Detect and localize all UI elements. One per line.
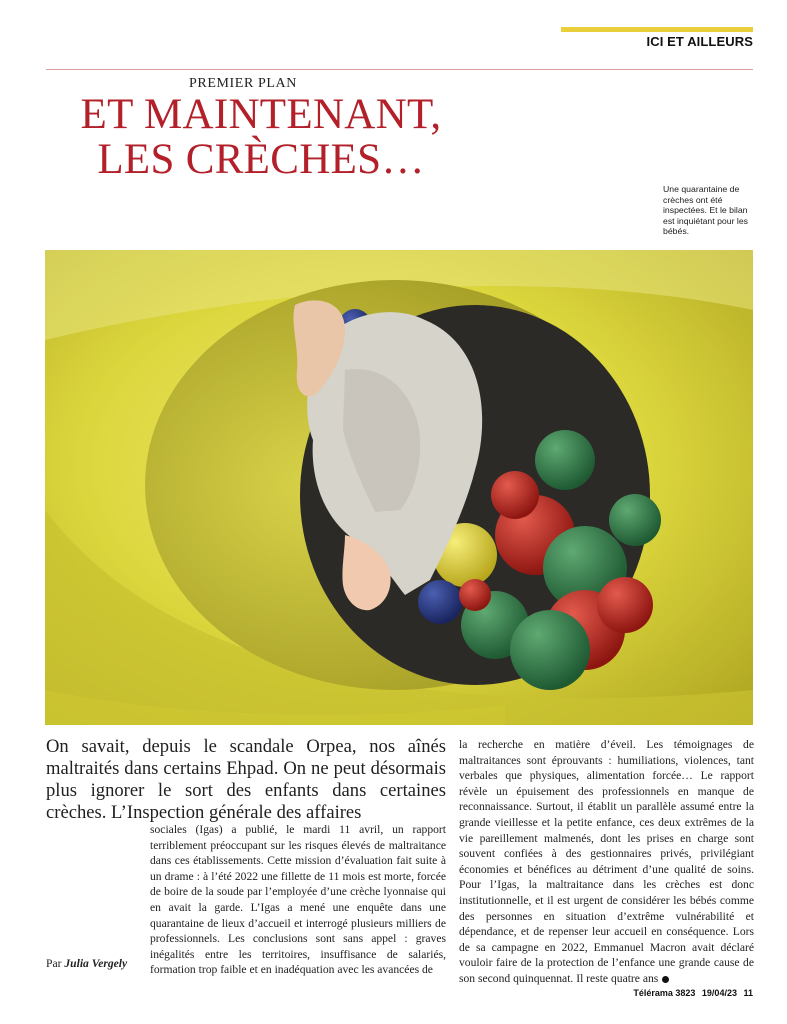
article-title: [46, 92, 476, 182]
footer-page-number: 11: [743, 988, 753, 998]
footer-magazine: Télérama 3823: [633, 988, 696, 998]
photo-caption: Une quarantaine de crèches ont été inspectées. Et le bilan est inquiétant pour les bébés.: [663, 184, 749, 237]
title-line-2: LES CRÈCHES…: [97, 136, 425, 183]
byline-author: Julia Vergely: [64, 957, 128, 970]
byline-prefix: Par: [46, 957, 65, 970]
article-body-column-1: sociales (Igas) a publié, le mardi 11 avril, un rapport terriblement préoccupant sur les risques élevés de maltraitance dans ces établissements. Cette mission d’évaluation fait suite à un drame : à l’été 2022 une fillette de 11 mois est morte, forcée de boire de la soude par l’employée d’une crèche lyonnaise qui en avait la garde. L’Igas a mené une enquête dans une quarantaine de lieux d’accueil et interrogé plusieurs milliers de professionnels. Les conclusions sont sans appel : graves inégalités entre les territoires, insuffisance de salariés, formation trop faible et en inadéquation avec les avancées de: [150, 823, 446, 977]
page-footer: [629, 988, 753, 998]
byline: [46, 957, 127, 970]
article-kicker: PREMIER PLAN: [189, 76, 297, 91]
end-mark-icon: [662, 976, 669, 983]
article-body-column-2: [459, 737, 754, 987]
section-accent-bar: [561, 27, 753, 32]
article-lede: On savait, depuis le scandale Orpea, nos aînés maltraités dans certains Ehpad. On ne peut désormais plus ignorer le sort des enfants dans certaines crèches. L’Inspection générale des affaires: [46, 736, 446, 823]
photo-illustration: [45, 250, 753, 725]
body-column-2-text: la recherche en matière d’éveil. Les témoignages de maltraitances sont éprouvants : humiliations, violences, tant verbales que physiques, alimentation forcée… Le rapport révèle un épuisement des professionnels en manque de reconnaissance. Surtout, il établit un parallèle assumé entre la grande vieillesse et la petite enfance, ces deux extrêmes de la vie pareillement malmenés, dont les prises en charge sont souvent confiées à des gestionnaires privés, privilégiant économies et bénéfices au détriment d’une qualité de soins. Pour l’Igas, la maltraitance dans les crèches est donc institutionnelle, et il est urgent de considérer les bébés comme des personnes en situation d’extrême vulnérabilité et dépendance, et de repenser leur accueil en conséquence. Lors de sa campagne en 2022, Emmanuel Macron avait déclaré vouloir faire de la protection de l’enfance une grande cause de son second quinquennat. Il reste quatre ans: [459, 738, 754, 985]
header-rule: [46, 69, 753, 70]
section-label: ICI ET AILLEURS: [646, 34, 753, 49]
title-line-1: ET MAINTENANT,: [80, 91, 442, 138]
article-photo: [45, 250, 753, 725]
footer-date: 19/04/23: [701, 988, 737, 998]
